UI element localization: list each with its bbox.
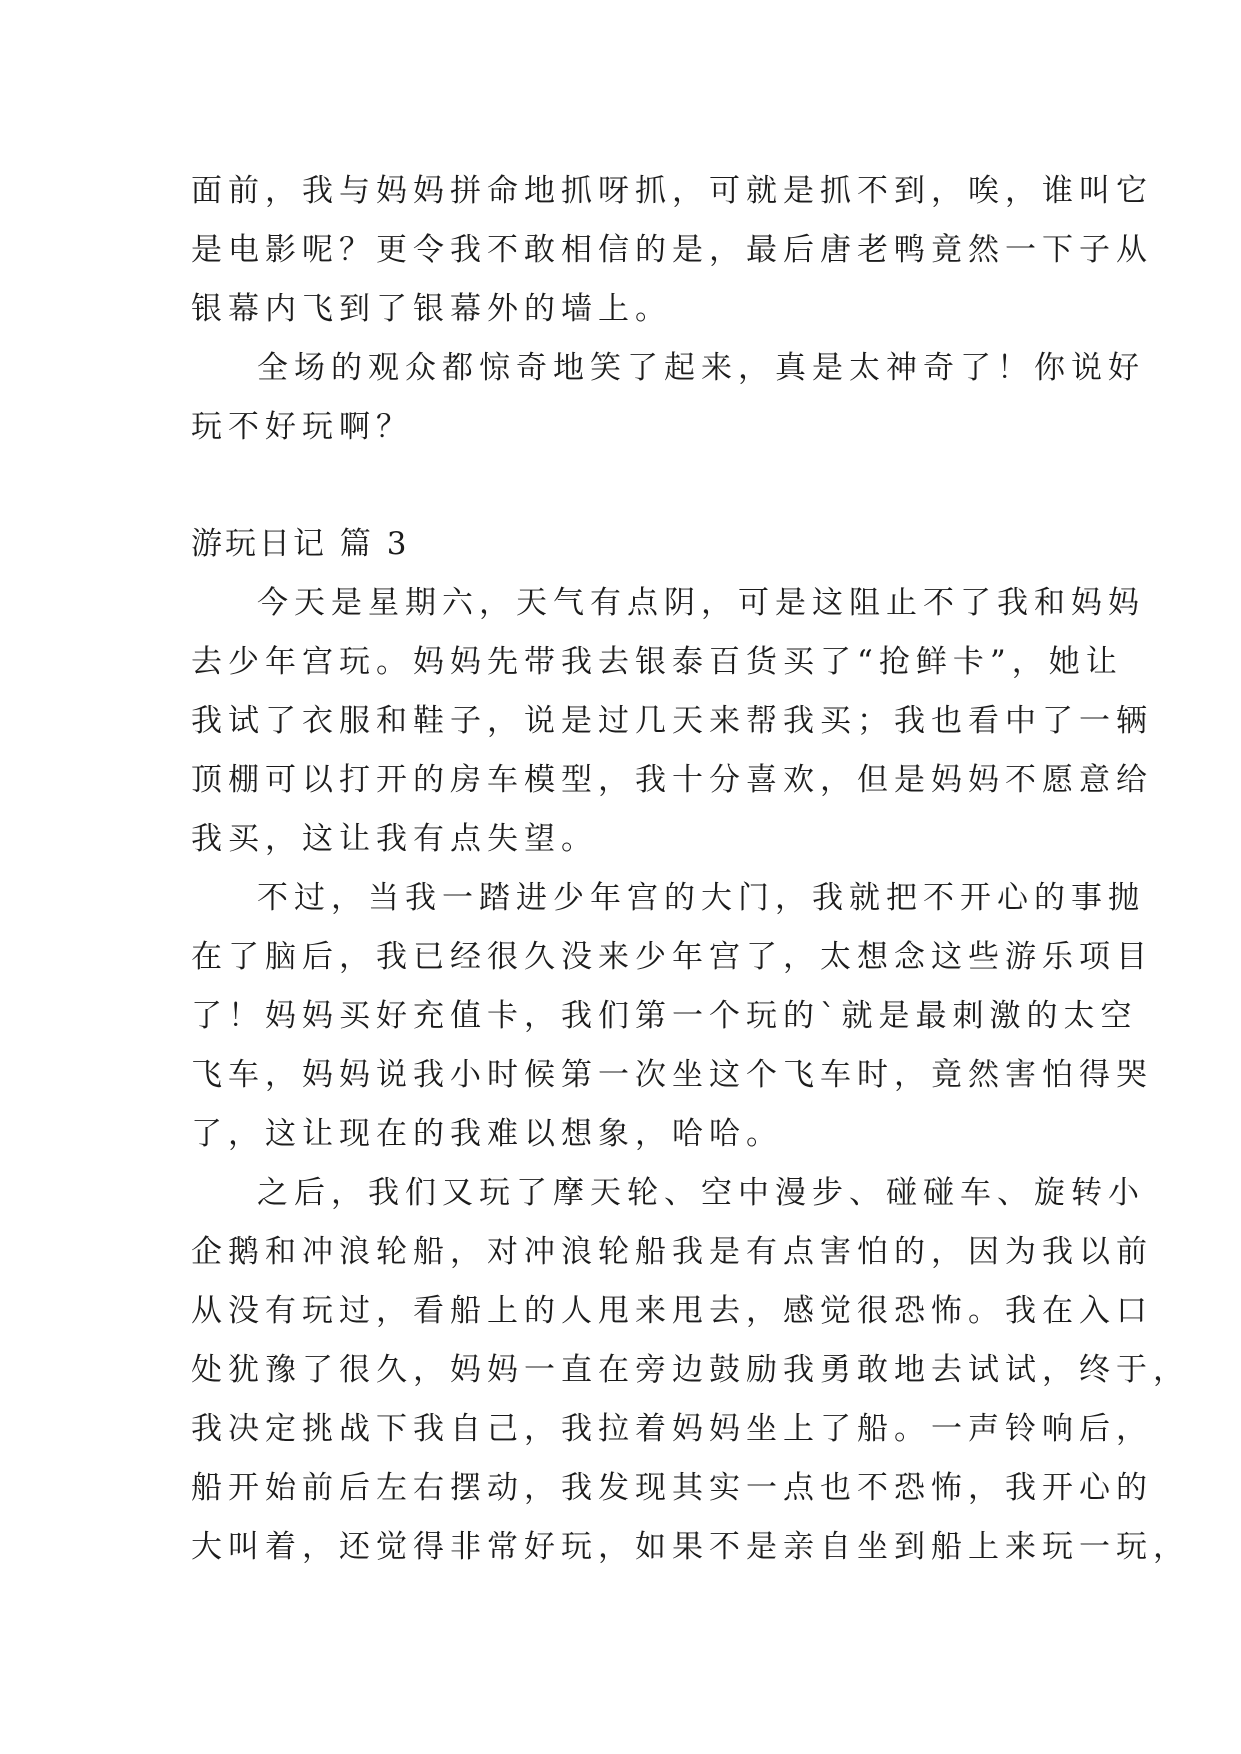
paragraph-audience	[191, 339, 1145, 457]
text-line: 处犹豫了很久，妈妈一直在旁边鼓励我勇敢地去试试，终于，	[191, 1352, 1190, 1388]
text-line: 是电影呢？更令我不敢相信的是，最后唐老鸭竟然一下子从	[191, 232, 1153, 268]
text-line: 银幕内飞到了银幕外的墙上。	[191, 291, 672, 327]
paragraph-youth-palace	[191, 869, 1153, 1164]
text-line: 顶棚可以打开的房车模型，我十分喜欢，但是妈妈不愿意给	[191, 762, 1153, 798]
paragraph-continuation	[191, 162, 1153, 339]
text-line: 了，这让现在的我难以想象，哈哈。	[191, 1116, 783, 1152]
text-line: 飞车，妈妈说我小时候第一次坐这个飞车时，竟然害怕得哭	[191, 1057, 1153, 1093]
text-line: 了！妈妈买好充值卡，我们第一个玩的`就是最刺激的太空	[191, 998, 1138, 1034]
text-line: 玩不好玩啊？	[191, 409, 413, 445]
section-spacer	[191, 457, 1071, 515]
text-line: 我试了衣服和鞋子，说是过几天来帮我买；我也看中了一辆	[191, 703, 1153, 739]
text-line: 从没有玩过，看船上的人甩来甩去，感觉很恐怖。我在入口	[191, 1293, 1153, 1329]
text-line: 大叫着，还觉得非常好玩，如果不是亲自坐到船上来玩一玩，	[191, 1529, 1190, 1565]
text-line: 企鹅和冲浪轮船，对冲浪轮船我是有点害怕的，因为我以前	[191, 1234, 1153, 1270]
document-body	[191, 162, 1190, 1577]
text-line: 在了脑后，我已经很久没来少年宫了，太想念这些游乐项目	[191, 939, 1153, 975]
paragraph-rides	[191, 1164, 1190, 1577]
section-title: 游玩日记 篇 3	[191, 526, 410, 562]
text-line: 去少年宫玩。妈妈先带我去银泰百货买了“抢鲜卡”，她让	[191, 644, 1123, 680]
paragraph-saturday	[191, 574, 1153, 869]
text-line: 之后，我们又玩了摩天轮、空中漫步、碰碰车、旋转小	[257, 1175, 1145, 1211]
text-line: 不过，当我一踏进少年宫的大门，我就把不开心的事抛	[257, 880, 1145, 916]
text-line: 面前，我与妈妈拼命地抓呀抓，可就是抓不到，唉，谁叫它	[191, 173, 1153, 209]
text-line: 全场的观众都惊奇地笑了起来，真是太神奇了！你说好	[257, 350, 1145, 386]
text-line: 船开始前后左右摆动，我发现其实一点也不恐怖，我开心的	[191, 1470, 1153, 1506]
text-line: 我决定挑战下我自己，我拉着妈妈坐上了船。一声铃响后，	[191, 1411, 1153, 1447]
text-line: 我买，这让我有点失望。	[191, 821, 598, 857]
text-line: 今天是星期六，天气有点阴，可是这阻止不了我和妈妈	[257, 585, 1145, 621]
